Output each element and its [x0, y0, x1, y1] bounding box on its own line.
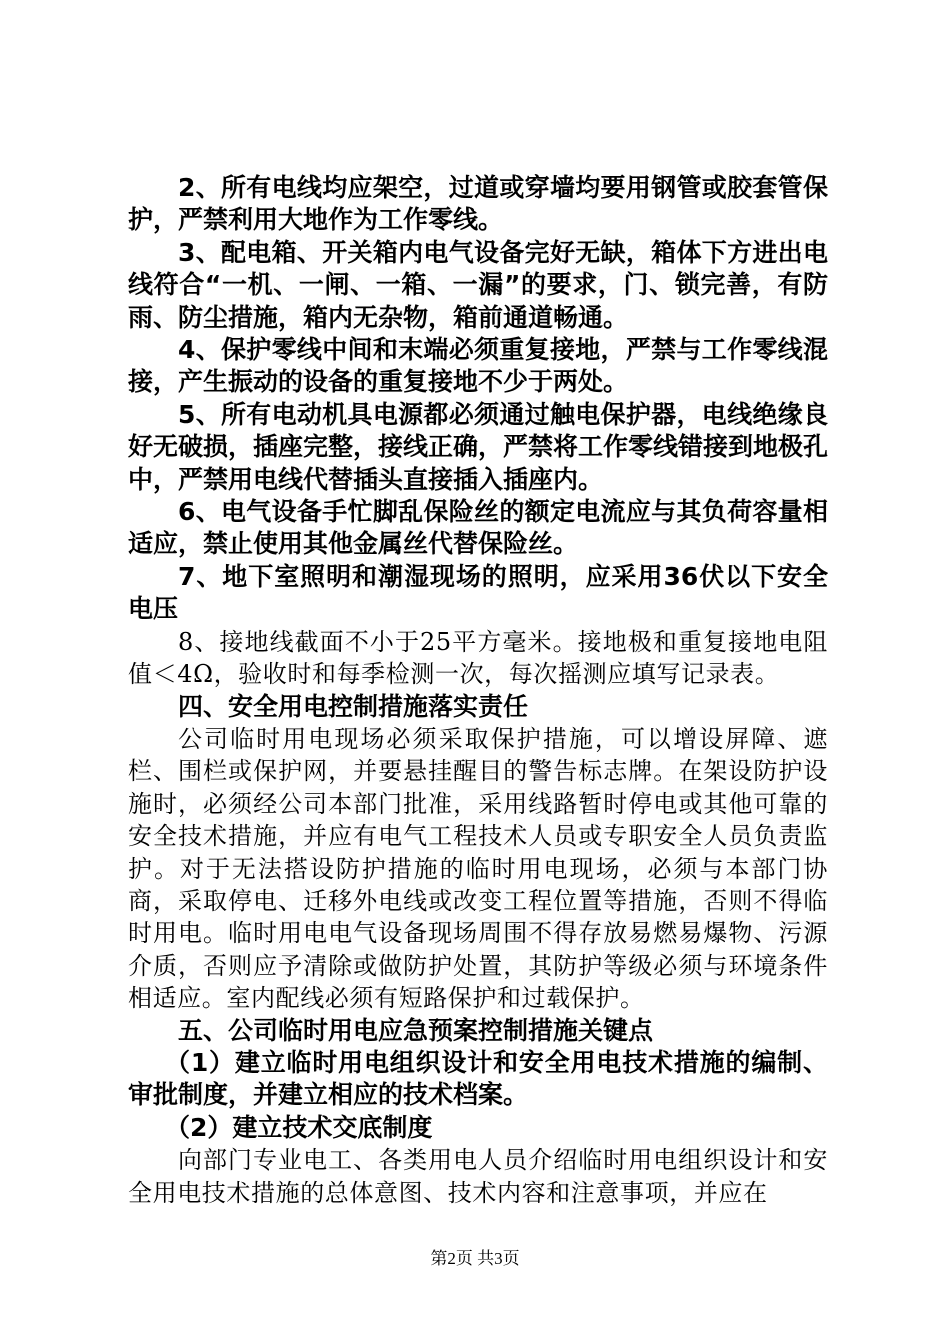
paragraph: 6、电气设备手忙脚乱保险丝的额定电流应与其负荷容量相适应，禁止使用其他金属丝代替保险丝。: [128, 497, 828, 559]
paragraph: 7、地下室照明和潮湿现场的照明，应采用36伏以下安全电压: [128, 561, 828, 624]
paragraph: 向部门专业电工、各类用电人员介绍临时用电组织设计和安全用电技术措施的总体意图、技术内容和注意事项，并应在: [128, 1146, 828, 1207]
paragraph: 3、配电箱、开关箱内电气设备完好无缺，箱体下方进出电线符合“一机、一闸、一箱、一漏”的要求，门、锁完善，有防雨、防尘措施，箱内无杂物，箱前通道畅通。: [128, 237, 828, 332]
paragraph: 8、接地线截面不小于25平方毫米。接地极和重复接地电阻值＜4Ω，验收时和每季检测一次，每次摇测应填写记录表。: [128, 627, 828, 689]
paragraph: （1）建立临时用电组织设计和安全用电技术措施的编制、审批制度，并建立相应的技术档案。: [128, 1047, 828, 1110]
paragraph: 4、保护零线中间和末端必须重复接地，严禁与工作零线混接，产生振动的设备的重复接地不少于两处。: [128, 335, 828, 397]
section-heading: 五、公司临时用电应急预案控制措施关键点: [178, 1015, 654, 1045]
paragraph: 5、所有电动机具电源都必须通过触电保护器，电线绝缘良好无破损，插座完整，接线正确，严禁将工作零线错接到地极孔中，严禁用电线代替插头直接插入插座内。: [128, 399, 829, 494]
page-footer: 第2页 共3页: [430, 1249, 520, 1268]
section-heading: 四、安全用电控制措施落实责任: [178, 691, 529, 721]
paragraph: 2、所有电线均应架空，过道或穿墙均要用钢管或胶套管保护，严禁利用大地作为工作零线。: [128, 173, 828, 235]
paragraph: 公司临时用电现场必须采取保护措施，可以增设屏障、遮栏、围栏或保护网，并要悬挂醒目的警告标志牌。在架设防护设施时，必须经公司本部门批准，采用线路暂时停电或其他可靠的安全技术措施，并应有电气工程技术人员或专职安全人员负责监护。对于无法搭设防护措施的临时用电现场，必须与本部门协商，采取停电、迁移外电线或改变工程位置等措施，否则不得临时用电。临时用电电气设备现场周围不得存放易燃易爆物、污源介质，否则应予清除或做防护处置，其防护等级必须与环境条件相适应。室内配线必须有短路保护和过载保护。: [128, 724, 828, 1013]
paragraph: （2）建立技术交底制度: [165, 1112, 433, 1142]
document-body: [128, 172, 828, 1209]
